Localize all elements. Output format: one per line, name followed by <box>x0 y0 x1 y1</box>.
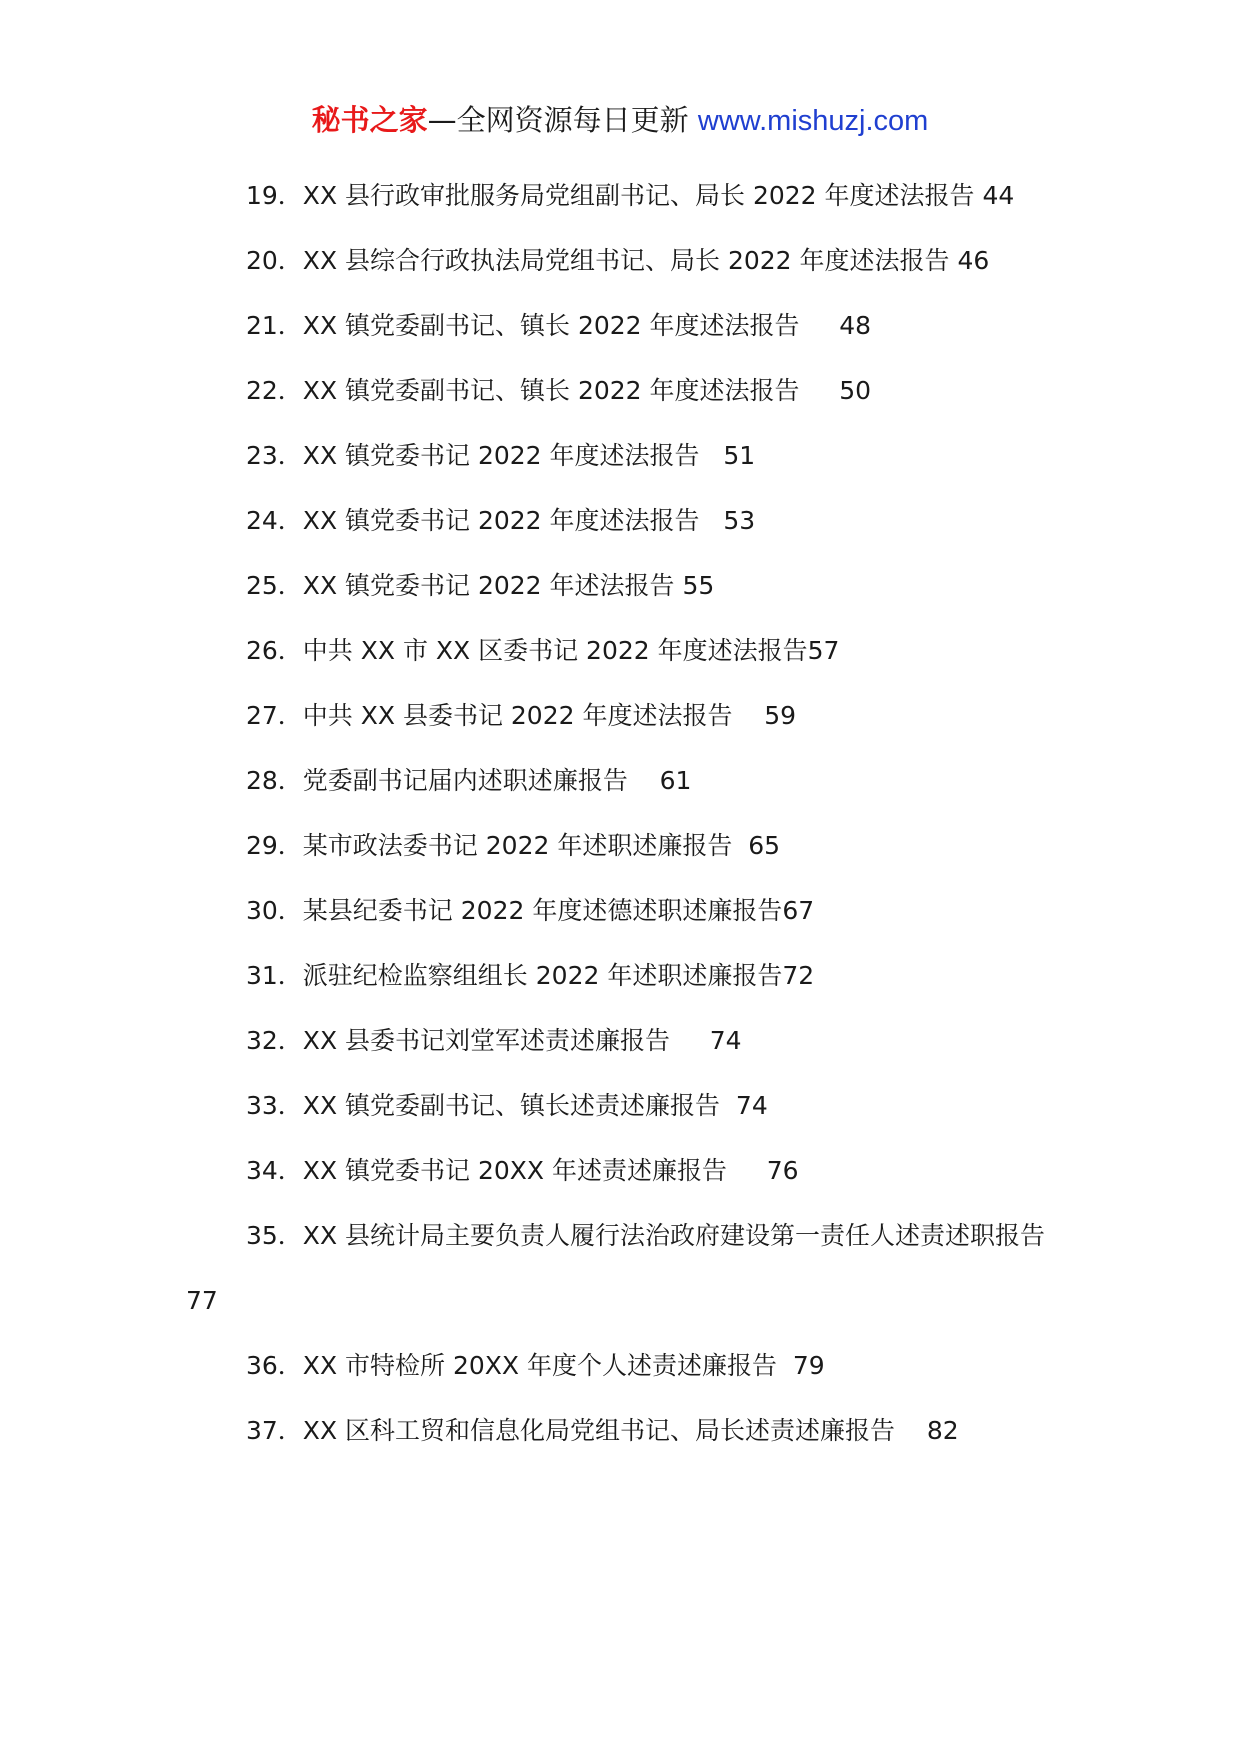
toc-entry-title: 33．XX 镇党委副书记、镇长述责述廉报告 <box>246 1091 721 1120</box>
toc-entry[interactable] <box>186 488 1056 553</box>
toc-entry[interactable] <box>186 1333 1056 1398</box>
toc-entry-title: 28．党委副书记届内述职述廉报告 <box>246 766 628 795</box>
toc-page-number: 74 <box>709 1026 742 1055</box>
toc-entry[interactable] <box>186 878 1056 943</box>
toc-entry[interactable] <box>186 813 1056 878</box>
toc-entry[interactable] <box>186 163 1056 228</box>
toc-entry[interactable] <box>186 1008 1056 1073</box>
toc-page-number: 61 <box>659 766 692 795</box>
toc-entry-title: 23．XX 镇党委书记 2022 年度述法报告 <box>246 441 700 470</box>
toc-page-number: 46 <box>957 246 990 275</box>
toc-page-number: 74 <box>735 1091 768 1120</box>
toc-entry[interactable] <box>186 618 1056 683</box>
toc-entry[interactable] <box>186 358 1056 423</box>
header-tagline: —全网资源每日更新 <box>427 103 698 137</box>
toc-entry-title: 24．XX 镇党委书记 2022 年度述法报告 <box>246 506 700 535</box>
site-url[interactable]: www.mishuzj.com <box>697 105 929 137</box>
toc-entry[interactable] <box>186 293 1056 358</box>
toc-entry-title: 27．中共 XX 县委书记 2022 年度述法报告 <box>246 701 733 730</box>
toc-entry-title: 34．XX 镇党委书记 20XX 年述责述廉报告 <box>246 1156 727 1185</box>
toc-page-number: 67 <box>782 896 815 925</box>
toc-page-number: 50 <box>839 376 872 405</box>
toc-page-number: 48 <box>839 311 872 340</box>
toc-entry-title: 26．中共 XX 市 XX 区委书记 2022 年度述法报告 <box>246 636 808 665</box>
toc-entry-title: 35．XX 县统计局主要负责人履行法治政府建设第一责任人述责述职报告 <box>246 1221 1046 1250</box>
toc-page-number: 82 <box>926 1416 959 1445</box>
toc-entry[interactable] <box>186 1138 1056 1203</box>
toc-entry-title: 22．XX 镇党委副书记、镇长 2022 年度述法报告 <box>246 376 800 405</box>
toc-page-number: 59 <box>764 701 797 730</box>
toc-page-number: 53 <box>723 506 756 535</box>
toc-entry[interactable] <box>186 1203 1056 1333</box>
toc-page-number: 55 <box>682 571 715 600</box>
toc-page-number: 65 <box>748 831 781 860</box>
toc-page-number: 57 <box>807 636 840 665</box>
toc-page-number: 79 <box>792 1351 825 1380</box>
toc-entry[interactable] <box>186 553 1056 618</box>
toc-entry-title: 21．XX 镇党委副书记、镇长 2022 年度述法报告 <box>246 311 800 340</box>
toc-page-number: 51 <box>723 441 756 470</box>
toc-page-number: 76 <box>766 1156 799 1185</box>
toc-entry[interactable] <box>186 228 1056 293</box>
toc-entry-title: 36．XX 市特检所 20XX 年度个人述责述廉报告 <box>246 1351 777 1380</box>
toc-entry[interactable] <box>186 748 1056 813</box>
toc-entry-title: 30．某县纪委书记 2022 年度述德述职述廉报告 <box>246 896 783 925</box>
toc-entry-title: 32．XX 县委书记刘堂军述责述廉报告 <box>246 1026 671 1055</box>
toc-page-number: 44 <box>982 181 1015 210</box>
toc-entry-title: 29．某市政法委书记 2022 年述职述廉报告 <box>246 831 733 860</box>
page-header <box>0 100 1240 141</box>
brand-name: 秘书之家 <box>311 103 428 137</box>
toc-entry-title: 37．XX 区科工贸和信息化局党组书记、局长述责述廉报告 <box>246 1416 896 1445</box>
toc-entry-title: 25．XX 镇党委书记 2022 年述法报告 <box>246 571 675 600</box>
toc-entry[interactable] <box>186 683 1056 748</box>
toc-entry[interactable] <box>186 1073 1056 1138</box>
toc-page-number: 72 <box>782 961 815 990</box>
table-of-contents <box>186 163 1056 1463</box>
toc-entry[interactable] <box>186 943 1056 1008</box>
toc-entry-title: 20．XX 县综合行政执法局党组书记、局长 2022 年度述法报告 <box>246 246 950 275</box>
toc-page-number: 77 <box>186 1286 218 1315</box>
toc-entry-title: 31．派驻纪检监察组组长 2022 年述职述廉报告 <box>246 961 783 990</box>
toc-entry-title: 19．XX 县行政审批服务局党组副书记、局长 2022 年度述法报告 <box>246 181 975 210</box>
toc-entry[interactable] <box>186 423 1056 488</box>
toc-entry[interactable] <box>186 1398 1056 1463</box>
